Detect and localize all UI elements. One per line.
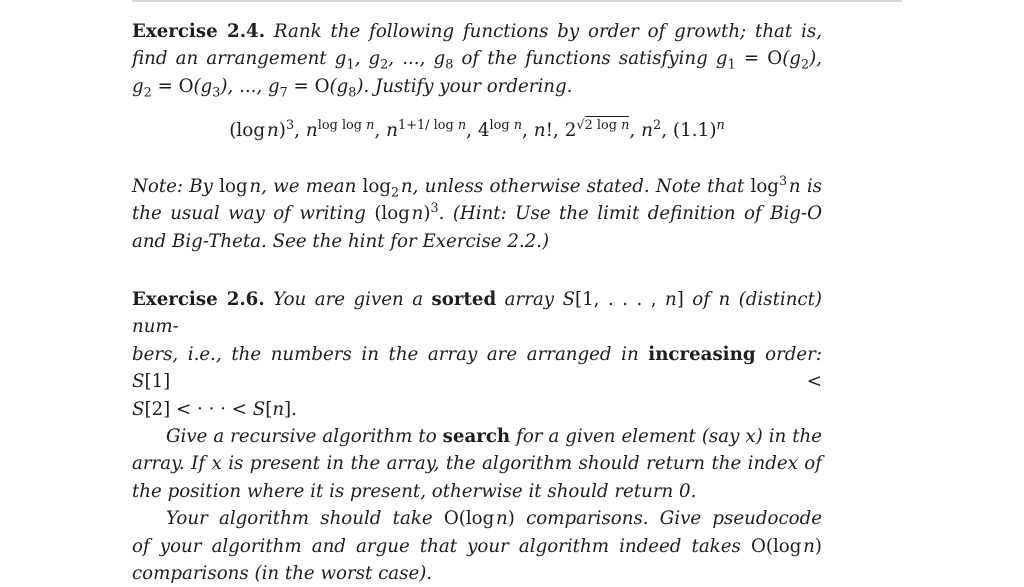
exercise-2-4-note	[132, 173, 822, 255]
exercise-2-4	[132, 18, 822, 100]
exercise-2-6-label: Exercise 2.6.	[132, 289, 265, 310]
exercise-2-6-para2-line-2: array. If x is present in the array, the algorithm should return the index of	[132, 453, 822, 475]
function-n-one-plus: $n^{1+1/ log n}$	[386, 117, 467, 141]
exercise-2-4-label: Exercise 2.4.	[132, 21, 266, 42]
function-factorial: n!	[533, 120, 553, 141]
note-line-3: and Big-Theta. See the hint for Exercise 2.2.)	[132, 230, 550, 252]
note-line-2: the usual way of writing (log n)$^3$. (Hint: Use the limit definition of Big-O	[132, 201, 822, 225]
exercise-2-6-para2-line-3: the position where it is present, otherwise it should return 0.	[132, 480, 697, 502]
function-log-cubed: (log n)$^3$	[229, 117, 295, 141]
function-four-log: $4^{log n}$	[477, 117, 523, 141]
function-n-squared: $n^2$	[641, 117, 662, 141]
exercise-2-6-line-3: S[2] < · · · < S[n].	[132, 398, 297, 420]
exercise-2-4-line-3: $g_2 = O(g_3)$, ..., $g_7 = O(g_8)$. Justify your ordering.	[132, 75, 573, 101]
function-two-sqrt: $2^{√2 log n}$	[564, 117, 630, 141]
top-rule	[132, 0, 902, 2]
exercise-2-6-para3-line-1: Your algorithm should take O(log n) comparisons. Give pseudocode	[166, 508, 822, 530]
exercise-2-6-line-1: Exercise 2.6. You are given a sorted array S[1, . . . , n] of n (distinct) num-	[132, 289, 823, 338]
exercise-2-6-para2-line-1: Give a recursive algorithm to search for a given element (say x) in the	[166, 426, 822, 448]
function-list: (log n)$^3$, $n^{log log n}$, $n^{1+1/ log n}$, $4^{log n}$, n!, $2^{√2 log n}$, $n^2$, $(1.1)^n$	[229, 117, 725, 141]
exercise-2-4-line-2: find an arrangement $g_1$, $g_2$, ..., $g_8$ of the functions satisfying $g_1 = O(g_2)$,	[132, 48, 822, 74]
function-n-loglog: $n^{log log n}$	[305, 117, 375, 141]
exercise-2-6-line-2: bers, i.e., the numbers in the array are arranged in increasing order: S[1] <	[132, 343, 822, 393]
exercise-2-6	[132, 286, 822, 587]
function-exponential: $(1.1)^n$	[672, 117, 725, 141]
exercise-2-4-line-1: Exercise 2.4. Rank the following functions by order of growth; that is,	[132, 21, 822, 42]
exercise-2-6-para3-line-2: of your algorithm and argue that your algorithm indeed takes O(log n)	[132, 535, 822, 557]
exercise-2-6-para3-line-3: comparisons (in the worst case).	[132, 563, 433, 585]
note-line-1: Note: By log n, we mean $\log_2$ n, unless otherwise stated. Note that $\log^3$ n is	[132, 173, 822, 201]
